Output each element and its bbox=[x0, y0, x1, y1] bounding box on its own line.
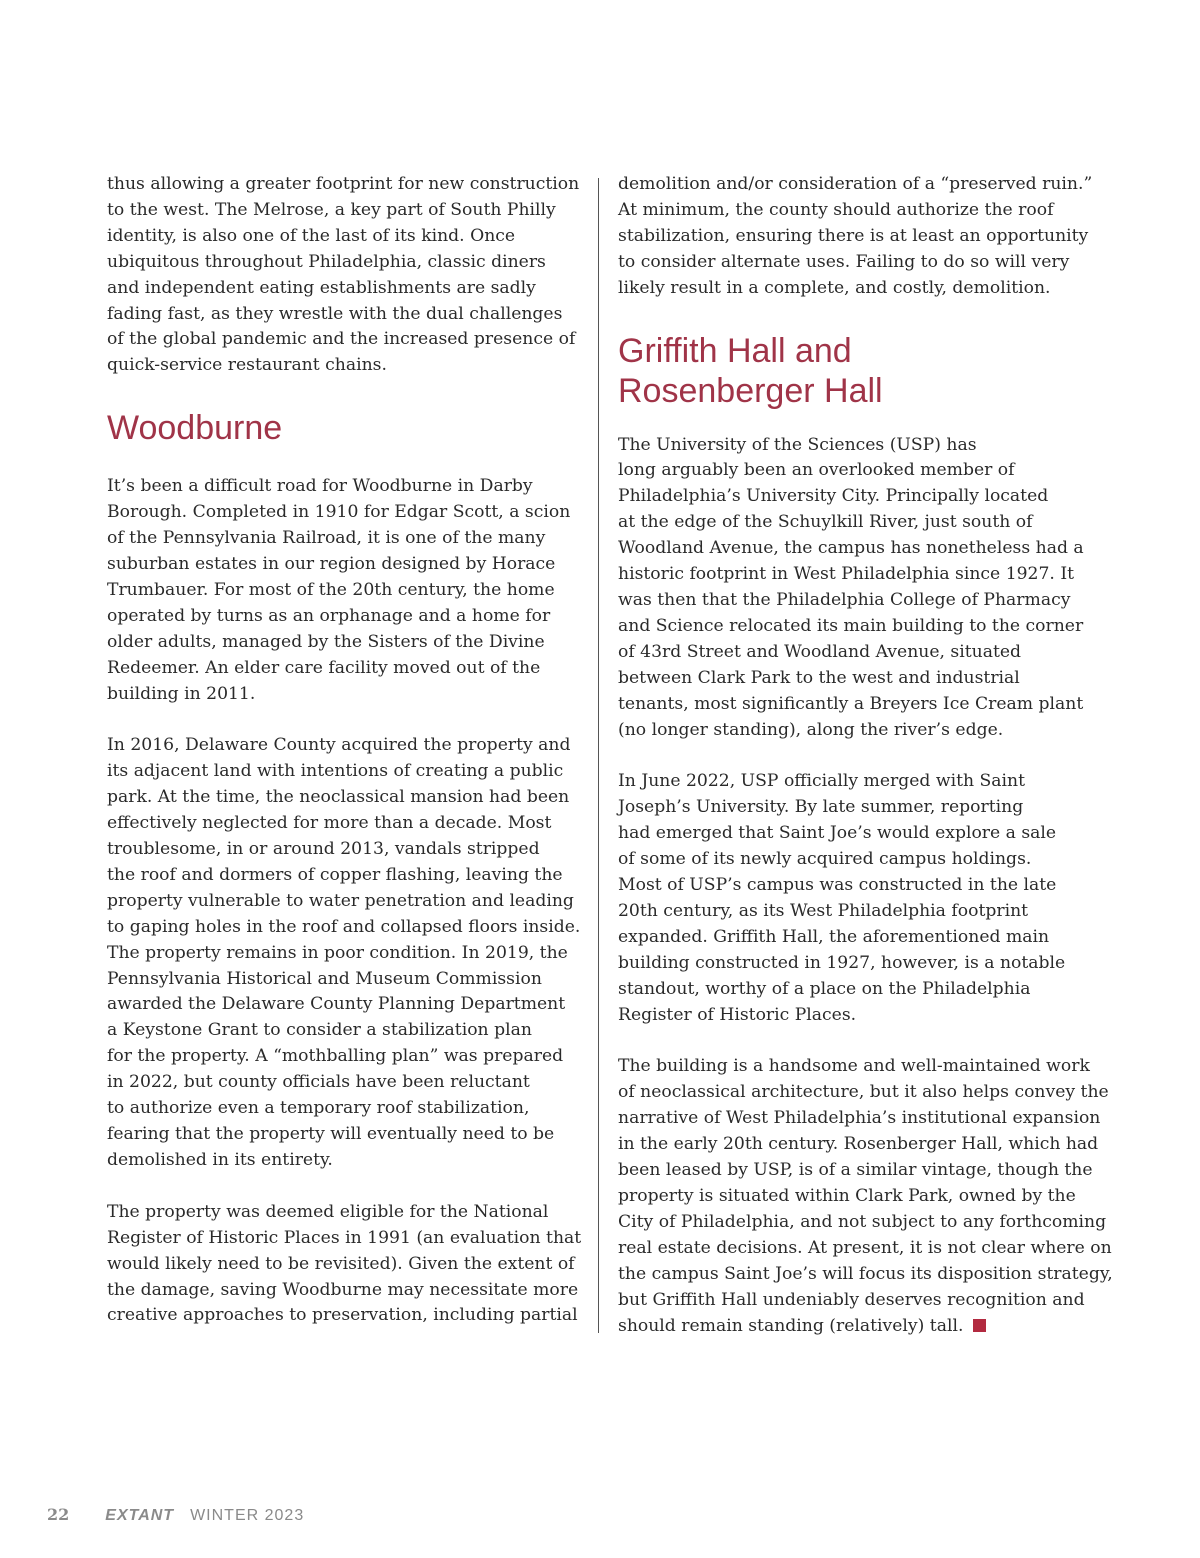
text-line: Joseph’s University. By late summer, reporting bbox=[618, 797, 1024, 818]
text-line: to gaping holes in the roof and collapsed floors inside. bbox=[107, 916, 581, 937]
text-line: City of Philadelphia, and not subject to any forthcoming bbox=[618, 1211, 1107, 1232]
text-line: of 43rd Street and Woodland Avenue, situated bbox=[618, 641, 1022, 662]
text-line: the damage, saving Woodburne may necessitate more bbox=[107, 1279, 579, 1300]
text-line-last bbox=[618, 1314, 1098, 1340]
text-line: creative approaches to preservation, including partial bbox=[107, 1305, 578, 1326]
text-line: real estate decisions. At present, it is not clear where on bbox=[618, 1237, 1112, 1258]
text-line: The building is a handsome and well-maintained work bbox=[618, 1056, 1090, 1077]
column-divider bbox=[598, 178, 599, 1333]
text-line: of neoclassical architecture, but it also helps convey the bbox=[618, 1082, 1109, 1103]
text-line: been leased by USP, is of a similar vintage, though the bbox=[618, 1160, 1093, 1181]
left-intro-paragraph bbox=[107, 172, 585, 379]
text-line: in the early 20th century. Rosenberger Hall, which had bbox=[618, 1134, 1099, 1155]
text-line: of some of its newly acquired campus holdings. bbox=[618, 849, 1032, 870]
text-line: Trumbauer. For most of the 20th century, the home bbox=[107, 579, 555, 600]
woodburne-heading: Woodburne bbox=[107, 409, 283, 448]
text-line: at the edge of the Schuylkill River, just south of bbox=[618, 512, 1033, 533]
text-line: in 2022, but county officials have been reluctant bbox=[107, 1072, 530, 1093]
woodburne-paragraph-2 bbox=[107, 733, 585, 1173]
text-line: Register of Historic Places. bbox=[618, 1004, 857, 1025]
text-line: older adults, managed by the Sisters of the Divine bbox=[107, 631, 545, 652]
text-line: fading fast, as they wrestle with the dual challenges bbox=[107, 303, 563, 324]
text-line: likely result in a complete, and costly, demolition. bbox=[618, 277, 1051, 298]
text-line: Philadelphia’s University City. Principally located bbox=[618, 486, 1049, 507]
text-line: troublesome, in or around 2013, vandals stripped bbox=[107, 839, 540, 860]
text-line: quick-service restaurant chains. bbox=[107, 355, 387, 376]
text-line: ubiquitous throughout Philadelphia, classic diners bbox=[107, 251, 546, 272]
text-line: stabilization, ensuring there is at least an opportunity bbox=[618, 225, 1089, 246]
text-line: Pennsylvania Historical and Museum Commission bbox=[107, 968, 542, 989]
text-line: building constructed in 1927, however, is a notable bbox=[618, 952, 1066, 973]
griffith-paragraph-3 bbox=[618, 1054, 1113, 1339]
right-intro-paragraph bbox=[618, 172, 1098, 302]
text-line: tenants, most significantly a Breyers Ice Cream plant bbox=[618, 693, 1084, 714]
issue-label: WINTER 2023 bbox=[190, 1507, 305, 1524]
text-line: Woodland Avenue, the campus has nonetheless had a bbox=[618, 538, 1084, 559]
text-line: fearing that the property will eventually need to be bbox=[107, 1124, 555, 1144]
page-footer bbox=[47, 1505, 304, 1525]
end-of-article-square-icon bbox=[973, 1319, 986, 1332]
griffith-hall-heading bbox=[618, 331, 1098, 411]
text-line: Register of Historic Places in 1991 (an evaluation that bbox=[107, 1227, 582, 1248]
right-column bbox=[618, 172, 1113, 1339]
text-line: was then that the Philadelphia College of Pharmacy bbox=[618, 589, 1071, 610]
griffith-paragraph-1 bbox=[618, 433, 1098, 744]
woodburne-paragraph-3 bbox=[107, 1200, 585, 1330]
text-line: The University of the Sciences (USP) has bbox=[618, 434, 977, 455]
text-line: to authorize even a temporary roof stabilization, bbox=[107, 1098, 530, 1119]
text-line: (no longer standing), along the river’s edge. bbox=[618, 719, 1004, 740]
text-line: of the global pandemic and the increased presence of bbox=[107, 329, 576, 350]
text-line: identity, is also one of the last of its kind. Once bbox=[107, 225, 516, 246]
text-line: Redeemer. An elder care facility moved out of the bbox=[107, 657, 541, 678]
heading-line: Rosenberger Hall bbox=[618, 371, 883, 410]
woodburne-paragraph-1 bbox=[107, 474, 585, 707]
text-line: narrative of West Philadelphia’s institutional expansion bbox=[618, 1108, 1101, 1129]
text-line: for the property. A “mothballing plan” was prepared bbox=[107, 1046, 564, 1067]
text-line: its adjacent land with intentions of creating a public bbox=[107, 761, 564, 782]
text-line: park. At the time, the neoclassical mansion had been bbox=[107, 787, 570, 808]
text-line: and Science relocated its main building to the corner bbox=[618, 615, 1084, 636]
text-line: Most of USP’s campus was constructed in the late bbox=[618, 875, 1057, 896]
text-line: to the west. The Melrose, a key part of South Philly bbox=[107, 199, 556, 220]
griffith-paragraph-2 bbox=[618, 769, 1098, 1028]
text-line: the campus Saint Joe’s will focus its disposition strategy, bbox=[618, 1263, 1113, 1284]
text-line: 20th century, as its West Philadelphia footprint bbox=[618, 900, 1029, 921]
heading-line: Griffith Hall and bbox=[618, 331, 852, 370]
text-line: demolition and/or consideration of a “preserved ruin.” bbox=[618, 174, 1093, 194]
text-line: property is situated within Clark Park, owned by the bbox=[618, 1186, 1076, 1206]
text-line: and independent eating establishments are sadly bbox=[107, 277, 536, 298]
text-line: between Clark Park to the west and industrial bbox=[618, 667, 1020, 688]
text-line: expanded. Griffith Hall, the aforementioned main bbox=[618, 926, 1050, 947]
page-number: 22 bbox=[47, 1505, 70, 1524]
text-line: would likely need to be revisited). Given the extent of bbox=[107, 1253, 575, 1274]
text-line: suburban estates in our region designed by Horace bbox=[107, 553, 556, 574]
text-line: At minimum, the county should authorize the roof bbox=[618, 199, 1054, 220]
text-line: long arguably been an overlooked member of bbox=[618, 460, 1015, 481]
text-line: standout, worthy of a place on the Philadelphia bbox=[618, 978, 1031, 999]
last-line-text: should remain standing (relatively) tall. bbox=[618, 1315, 964, 1336]
text-line: to consider alternate uses. Failing to do so will very bbox=[618, 251, 1070, 272]
text-line: thus allowing a greater footprint for new construction bbox=[107, 174, 580, 194]
text-line: Borough. Completed in 1910 for Edgar Scott, a scion bbox=[107, 502, 571, 523]
text-line: but Griffith Hall undeniably deserves recognition and bbox=[618, 1289, 1085, 1310]
text-line: historic footprint in West Philadelphia since 1927. It bbox=[618, 564, 1075, 585]
text-line: the roof and dormers of copper flashing, leaving the bbox=[107, 864, 563, 885]
text-line: a Keystone Grant to consider a stabilization plan bbox=[107, 1020, 532, 1041]
text-line: The property remains in poor condition. In 2019, the bbox=[107, 942, 568, 963]
text-line: awarded the Delaware County Planning Department bbox=[107, 994, 566, 1015]
text-line: had emerged that Saint Joe’s would explore a sale bbox=[618, 823, 1057, 844]
text-line: building in 2011. bbox=[107, 683, 256, 704]
text-line: property vulnerable to water penetration and leading bbox=[107, 890, 574, 911]
text-line: effectively neglected for more than a decade. Most bbox=[107, 813, 552, 834]
text-line: In June 2022, USP officially merged with Saint bbox=[618, 771, 1026, 792]
magazine-name: EXTANT bbox=[105, 1507, 175, 1524]
text-line: operated by turns as an orphanage and a home for bbox=[107, 605, 551, 626]
text-line: In 2016, Delaware County acquired the property and bbox=[107, 735, 571, 756]
text-line: of the Pennsylvania Railroad, it is one of the many bbox=[107, 528, 546, 549]
text-line: demolished in its entirety. bbox=[107, 1149, 333, 1170]
text-line: The property was deemed eligible for the National bbox=[107, 1201, 549, 1222]
text-line: It’s been a difficult road for Woodburne in Darby bbox=[107, 476, 533, 497]
left-column bbox=[107, 172, 585, 1329]
